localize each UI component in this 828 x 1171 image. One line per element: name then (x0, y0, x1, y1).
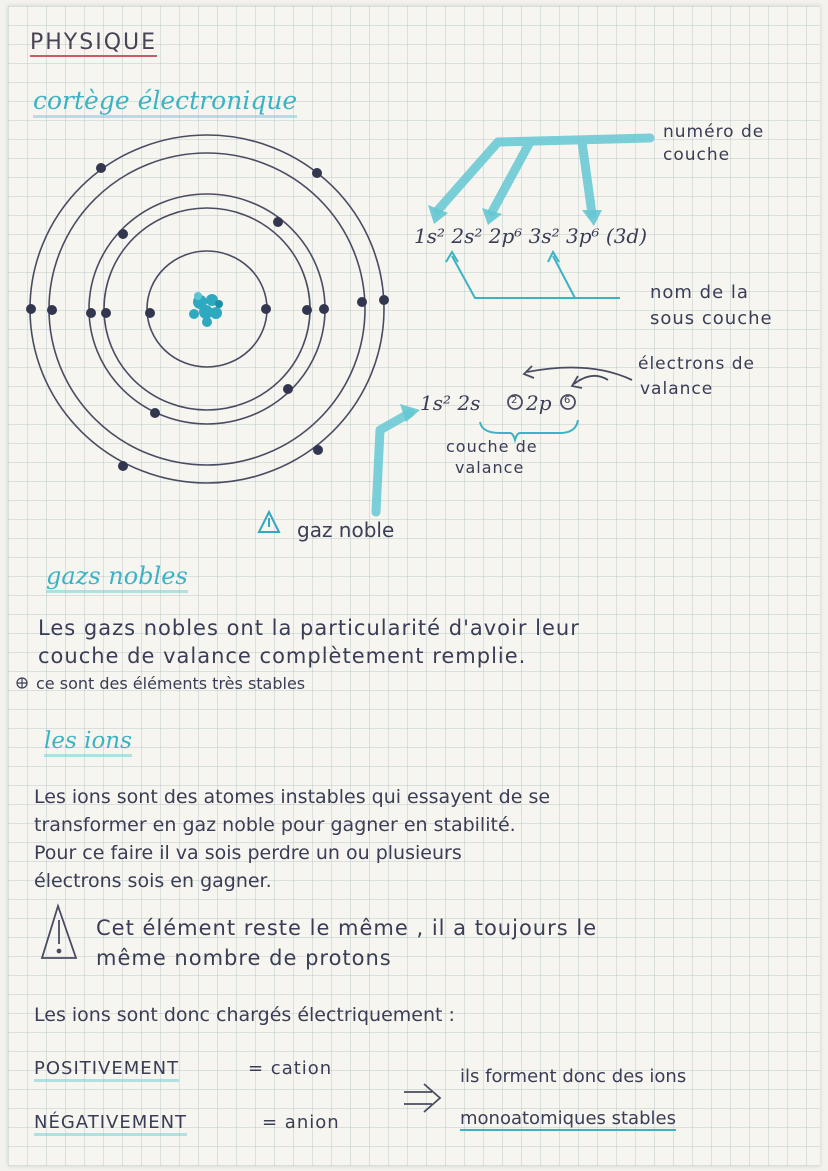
warning-line-1: Cet élément reste le même , il a toujours le (96, 916, 598, 940)
ions-line-1: Les ions sont des atomes instables qui essayent de se (34, 786, 551, 808)
label-couche-de: couche de (446, 437, 538, 456)
label-gaz-noble: gaz noble (297, 518, 395, 542)
label-sous-couche: sous couche (650, 308, 773, 329)
warning-icon (42, 906, 76, 958)
label-couche: couche (663, 145, 731, 165)
section-title-ions: les ions (44, 728, 132, 757)
result-line-2: monoatomiques stables (460, 1108, 676, 1129)
gaz-nobles-line-2: couche de valance complètement remplie. (38, 644, 527, 668)
negative-label: NÉGATIVEMENT (34, 1112, 187, 1136)
section-title-gaz-nobles: gazs nobles (46, 562, 188, 593)
positive-cation: = cation (248, 1058, 333, 1079)
gaz-nobles-line-1: Les gazs nobles ont la particularité d'avoir leur (38, 616, 580, 640)
gaz-nobles-line-3: ce sont des éléments très stables (36, 674, 306, 693)
subject-title: PHYSIQUE (30, 30, 158, 55)
ions-line-3: Pour ce faire il va sois perdre un ou plusieurs (34, 842, 462, 864)
label-valance-2: valance (455, 458, 525, 477)
result-line-1: ils forment donc des ions (460, 1066, 687, 1087)
implies-arrow-icon (404, 1084, 440, 1112)
valence-count-2: 2 (511, 395, 518, 406)
label-nom: nom de la (650, 282, 749, 303)
label-electrons: électrons de (638, 354, 755, 374)
negative-anion: = anion (262, 1112, 340, 1133)
electron-configuration: 1s² 2s² 2p⁶ 3s² 3p⁶ (3d) (414, 224, 648, 248)
positive-label: POSITIVEMENT (34, 1058, 179, 1082)
label-valance: valance (640, 379, 714, 399)
warning-line-2: même nombre de protons (96, 946, 392, 970)
ions-line-4: électrons sois en gagner. (34, 870, 272, 892)
valence-count-6: 6 (564, 395, 571, 406)
valence-formula-start: 1s² 2s (420, 391, 481, 415)
section-title-cortege: cortège électronique (33, 86, 297, 118)
valence-formula-2p: 2p (526, 391, 552, 415)
label-numero: numéro de (663, 122, 765, 142)
ions-charged: Les ions sont donc chargés électriquement : (34, 1004, 455, 1026)
ions-line-2: transformer en gaz noble pour gagner en stabilité. (34, 814, 516, 836)
